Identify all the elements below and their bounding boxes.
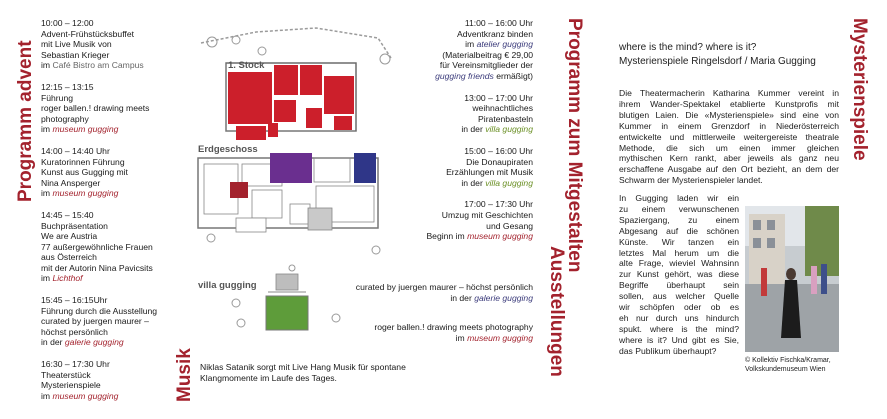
event-location — [41, 337, 191, 348]
event-line: mit der Autorin Nina Pavicsits — [41, 262, 153, 273]
participate-event — [400, 93, 533, 135]
event-location — [400, 178, 533, 189]
paragraph-line: entwickelte und mittlerweile weitergereiste theatrale — [619, 131, 839, 142]
event-location — [41, 391, 191, 402]
event-line: Adventkranz binden — [457, 28, 533, 39]
event-line: 16:30 – 17:30 Uhr — [41, 359, 110, 370]
exhibition-place: galerie gugging — [474, 292, 533, 303]
paragraph-line: In Gugging laden wir ein — [619, 193, 739, 203]
paragraph-line: alte Frage, wieviel Wahnsinn — [619, 258, 739, 269]
ground-floor-label: Erdgeschoss — [198, 144, 258, 155]
event-place: museum gugging — [52, 124, 119, 135]
event-note-line: (Materialbeitrag € 29,00 — [442, 49, 533, 60]
event-line: Führung durch die Ausstellung — [41, 305, 158, 316]
tree-icon — [372, 246, 380, 254]
advent-event — [41, 359, 191, 401]
participate-event — [400, 199, 533, 241]
event-line: 14:45 – 15:40 — [41, 209, 94, 220]
event-line: Umzug mit Geschichten — [441, 209, 533, 220]
event-line: Kunst aus Gugging mit — [41, 167, 128, 178]
credit-line: Volkskundemuseum Wien — [745, 366, 826, 373]
event-line: mit Live Musik von — [41, 39, 112, 50]
paragraph-line: Abgesang auf die schönen — [619, 225, 739, 236]
paragraph-line: Die Theatermacherin Katharina Kummer vereint in — [619, 88, 839, 98]
event-location — [41, 124, 191, 135]
event-line: Advent-Frühstücksbuffet — [41, 28, 134, 39]
event-line: weihnachtliches — [472, 103, 533, 114]
event-line: photography — [41, 113, 89, 124]
paragraph-line: erschaffene Ausgabe auf den Ort bezieht, an dem der — [619, 164, 839, 175]
event-line: We are Austria — [41, 231, 98, 242]
event-location-prefix: im — [41, 188, 53, 199]
event-line: 17:00 – 17:30 Uhr — [464, 199, 533, 210]
villa-plan — [266, 274, 308, 330]
mystery-photo — [745, 206, 839, 352]
mystery-title-line: where is the mind? where is it? — [619, 42, 757, 53]
ground-floor-plan — [198, 153, 378, 232]
floor-1-plan — [226, 63, 356, 140]
event-line: 11:00 – 16:00 Uhr — [464, 18, 533, 28]
event-place: galerie gugging — [64, 337, 124, 348]
event-line: Die Donaupiraten — [466, 156, 533, 167]
event-location-prefix: im — [41, 273, 53, 284]
event-location — [400, 39, 533, 50]
event-note-place: gugging friends — [435, 70, 494, 81]
music-text — [200, 362, 440, 383]
tree-icon — [237, 319, 245, 327]
advent-event — [41, 295, 191, 348]
event-line: 77 außergewöhnliche Frauen — [41, 241, 153, 252]
heading-exhibitions: Ausstellungen — [546, 246, 567, 377]
floor-1-label: 1. Stock — [228, 60, 265, 71]
paragraph-line: zu einem verwunschenen — [619, 203, 739, 214]
paragraph-line: letztes Mal herum um die — [619, 247, 739, 258]
paragraph-line: sollen, aus welcher Quelle — [619, 291, 739, 302]
event-place: Café Bistro am Campus — [52, 60, 144, 71]
event-note-line — [400, 71, 533, 82]
paragraph-line: Begriffe überhaupt sein — [619, 280, 739, 291]
advent-program — [41, 18, 191, 412]
advent-event — [41, 210, 191, 284]
mystery-title — [619, 41, 839, 69]
campus-map — [196, 18, 406, 343]
event-line: 15:00 – 16:00 Uhr — [464, 145, 533, 156]
paragraph-line: wir schöpfen oder ob es — [619, 302, 739, 313]
event-line: Kuratorinnen Führung — [41, 156, 125, 167]
event-location — [400, 124, 533, 135]
paragraph-line: blutigen Laien. Die «Mysterienspiele» sind eine von — [619, 109, 839, 120]
exhibition-prefix: im — [455, 332, 468, 343]
paragraph-line: zur Kunst gehört, was diese — [619, 269, 739, 280]
event-line: 13:00 – 17:00 Uhr — [464, 92, 533, 103]
exhibition-prefix: in der — [450, 292, 475, 303]
mystery-paragraph-1 — [619, 88, 839, 186]
event-place: Lichthof — [52, 273, 83, 284]
event-location — [41, 273, 191, 284]
event-line: Buchpräsentation — [41, 220, 108, 231]
paragraph-line: Methode, die sich um einen immer gleichen — [619, 142, 839, 153]
heading-program-participate: Programm zum Mitgestalten — [564, 18, 585, 273]
paragraph-line: eh nur durch uns hindurch — [619, 312, 739, 323]
event-line: 12:15 – 13:15 — [41, 81, 94, 92]
heading-program-advent: Programm advent — [15, 40, 36, 202]
event-place: museum gugging — [467, 231, 533, 242]
event-location-prefix: im — [41, 390, 53, 401]
paragraph-line: mythischen Kern rankt, aber jeweils als ganz neu — [619, 153, 839, 164]
event-line: Theaterstück — [41, 369, 91, 380]
paragraph-line: where is it? Und gibt es Sie, — [619, 334, 739, 345]
paragraph-line: Schwarm der Mysterienspieler landet. — [619, 175, 763, 186]
exhibition-title: roger ballen.! drawing meets photography — [374, 322, 533, 333]
tree-icon — [380, 54, 390, 64]
music-line: Klangmomente im Laufe des Tages. — [200, 372, 337, 383]
event-line: 14:00 – 14:40 Uhr — [41, 145, 110, 156]
advent-event — [41, 82, 191, 135]
heading-music: Musik — [174, 348, 195, 402]
paragraph-line: ihrem Wander-Spektakel etablierte Kunstprofis mit — [619, 98, 839, 109]
event-line: roger ballen.! drawing meets — [41, 103, 150, 114]
event-location-prefix: im — [41, 60, 53, 71]
event-location — [41, 60, 191, 71]
event-location-prefix: in der — [461, 124, 486, 135]
advent-event — [41, 18, 191, 71]
event-place: museum gugging — [52, 188, 119, 199]
event-location — [400, 231, 533, 242]
paragraph-line: das Publikum überhaupt? — [619, 345, 717, 356]
paragraph-line: Kummer in einem Grenzdorf in Niederösterreich — [619, 120, 839, 131]
tree-icon — [258, 47, 266, 55]
music-line: Niklas Satanik sorgt mit Live Hang Musik für spontane — [200, 362, 406, 372]
tree-icon — [207, 234, 215, 242]
event-place: villa gugging — [485, 177, 533, 188]
event-line: 15:45 – 16:15Uhr — [41, 295, 108, 306]
event-location-prefix: in der — [41, 337, 65, 348]
event-line: Piratenbasteln — [478, 113, 533, 124]
paragraph-line: Spaziergang, zu einem — [619, 214, 739, 225]
paragraph-line: Künste. Wir tanzen ein — [619, 236, 739, 247]
tree-icon — [289, 265, 295, 271]
advent-event — [41, 146, 191, 199]
event-line: 10:00 – 12:00 — [41, 18, 94, 28]
event-place: villa gugging — [485, 124, 533, 135]
tree-icon — [332, 314, 340, 322]
event-line: Führung — [41, 92, 74, 103]
credit-line: © Kollektiv Fischka/Kramar, — [745, 357, 831, 364]
event-line: Sebastian Krieger — [41, 49, 110, 60]
exhibition-place: museum gugging — [467, 332, 533, 343]
tree-icon — [232, 299, 240, 307]
tree-icon — [232, 36, 240, 44]
event-line: curated by juergen maurer – — [41, 316, 149, 327]
event-location-prefix: Beginn im — [426, 231, 468, 242]
heading-mystery: Mysterienspiele — [849, 18, 870, 161]
event-line: Nina Ansperger — [41, 177, 101, 188]
event-location — [41, 188, 191, 199]
mystery-title-line: Mysterienspiele Ringelsdorf / Maria Gugging — [619, 56, 816, 67]
participate-event — [400, 18, 533, 82]
photo-credit — [745, 356, 855, 374]
participate-program — [400, 18, 533, 253]
event-location-prefix: im — [41, 124, 53, 135]
event-location-prefix: in der — [461, 177, 486, 188]
villa-label: villa gugging — [198, 280, 257, 291]
event-note-suffix: ermäßigt) — [493, 70, 533, 81]
event-location-prefix: im — [465, 39, 477, 50]
event-line: Erzählungen mit Musik — [446, 167, 533, 178]
event-line: und Gesang — [486, 220, 533, 231]
paragraph-line: spukt. where is the mind? — [619, 323, 739, 334]
event-place: museum gugging — [52, 390, 119, 401]
event-note-line: für Vereinsmitglieder der — [439, 60, 533, 71]
participate-event — [400, 146, 533, 188]
event-place: atelier gugging — [476, 39, 533, 50]
exhibition-title: curated by juergen maurer – höchst persönlich — [355, 282, 533, 292]
event-line: Mysterienspiele — [41, 380, 101, 391]
event-line: höchst persönlich — [41, 326, 108, 337]
mystery-paragraph-2 — [619, 193, 739, 357]
event-line: aus Österreich — [41, 252, 97, 263]
